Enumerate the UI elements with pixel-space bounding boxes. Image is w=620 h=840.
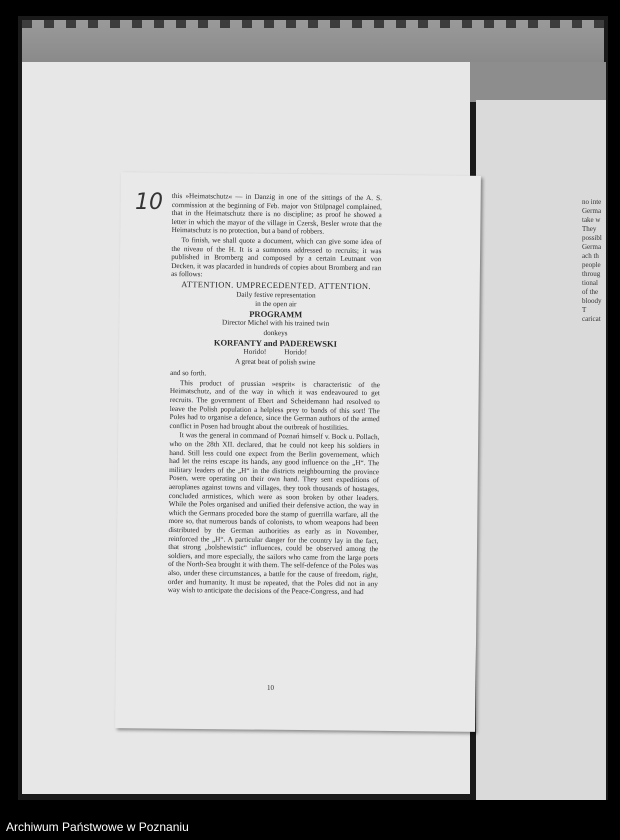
poster-line-1: Daily festive representation <box>236 290 316 300</box>
right-page-line: no inte <box>582 198 602 206</box>
attention-heading: ATTENTION. UMPRECEDENTED. ATTENTION. <box>181 279 371 292</box>
perforation-marks <box>22 20 604 28</box>
paragraph-3: This product of prussian »esprit« is characteristic of the Heimatschutz, and of the way in which it was endeavoured to get recruits. The government of Ebert and Scheidemann had resolved to leave the Polish population a helpless prey to bands of this sort! The Poles had to organise a defence, since the German authors of the armed conflict in Posen had brought about the outbreak of hostilities. <box>169 378 381 432</box>
right-page-line: of the <box>582 288 599 296</box>
right-page-line: They <box>582 225 597 233</box>
so-forth: and so forth. <box>170 369 207 378</box>
right-page-line: tional <box>582 279 598 287</box>
right-page-line: T <box>582 306 587 314</box>
swine-line: A great beat of polish swine <box>234 357 316 367</box>
poster-line-2: in the open air <box>255 300 297 309</box>
right-page-line: possibl <box>582 234 602 242</box>
paragraph-4: It was the general in command of Poznań himself v. Bock u. Pollach, who on the 28th XII. declared, that he could not keep his soldiers in hand. Still less could one expect from the Berlin governement, which had let the reins escape its hands, any good influence on the „H“. The military leaders of the „H“ in the districts neighbourning the province Posen, were operating on their own hand. They sent expeditions of aeroplanes against towns and villages, they took thousands of hostages, concluded armistices, which were as soon broken by other leaders. While the Poles organised and unified their defensive action, the way in which the Germans proceded bore the stamp of guerrilla warfare, all the more so, that numerous bands of colonists, to whom weapons had been distributed by the German authorities as early as in November, reinforced the „H“. A particular danger for the country lay in the fact, that strong „bolshewistic“ influences, could be observed among the soldiers, and more especially, the sailors who came from the large ports of the North-Sea brought it with them. The self-defence of the Poles was also, under these circumstances, a battle for the cause of freedom, right, order and humanity. It must be repeated, that the Poles did not in any way wish to anticipate the decisions of the Peace-Congress, and had <box>167 431 380 597</box>
archive-name: Archiwum Państwowe w Poznaniu <box>6 820 189 834</box>
right-page-line: bloody <box>582 297 602 305</box>
right-page-line: Germa <box>582 207 602 215</box>
top-gray-strip <box>22 20 604 62</box>
right-page-line: take w <box>582 216 601 224</box>
right-page-line: throug <box>582 270 601 278</box>
right-page-line: people <box>582 261 601 269</box>
page-folio: 10 <box>267 684 274 692</box>
director-line-2: donkeys <box>263 328 288 338</box>
director-line-1: Director Michel with his trained twin <box>221 318 330 328</box>
right-page-line: ach th <box>582 252 599 260</box>
horido-line: Horido! Horido! <box>243 347 308 357</box>
programm-heading: PROGRAMM <box>249 308 303 320</box>
right-page-line: caricat <box>582 315 601 323</box>
paragraph-1: this »Heimatschutz« — in Danzig in one of the sittings of the A. S. commission at the beginning of Feb. major von Stülpnagel complained, that in the Heimatschutz there is no discipline; as proof he showed a letter in which the mayor of the village in Czersk, Besler wrote that the Heimatschutz is no protection, but a band of robbers. <box>171 192 382 236</box>
right-page-line: Germa <box>582 243 602 251</box>
names-heading: KORFANTY and PADEREWSKI <box>213 336 338 349</box>
handwritten-page-number: 10 <box>135 190 163 215</box>
paragraph-2: To finish, we shall quote a document, which can give some idea of the niveau of the H. It is a summons addressed to recruits; it was published in Bromberg and composed by a certain Leutnant von Decken, it was placarded in hundreds of copies about Bromberg and ran as follows: <box>171 236 382 279</box>
document-text <box>168 192 382 598</box>
right-page-text <box>582 198 612 324</box>
